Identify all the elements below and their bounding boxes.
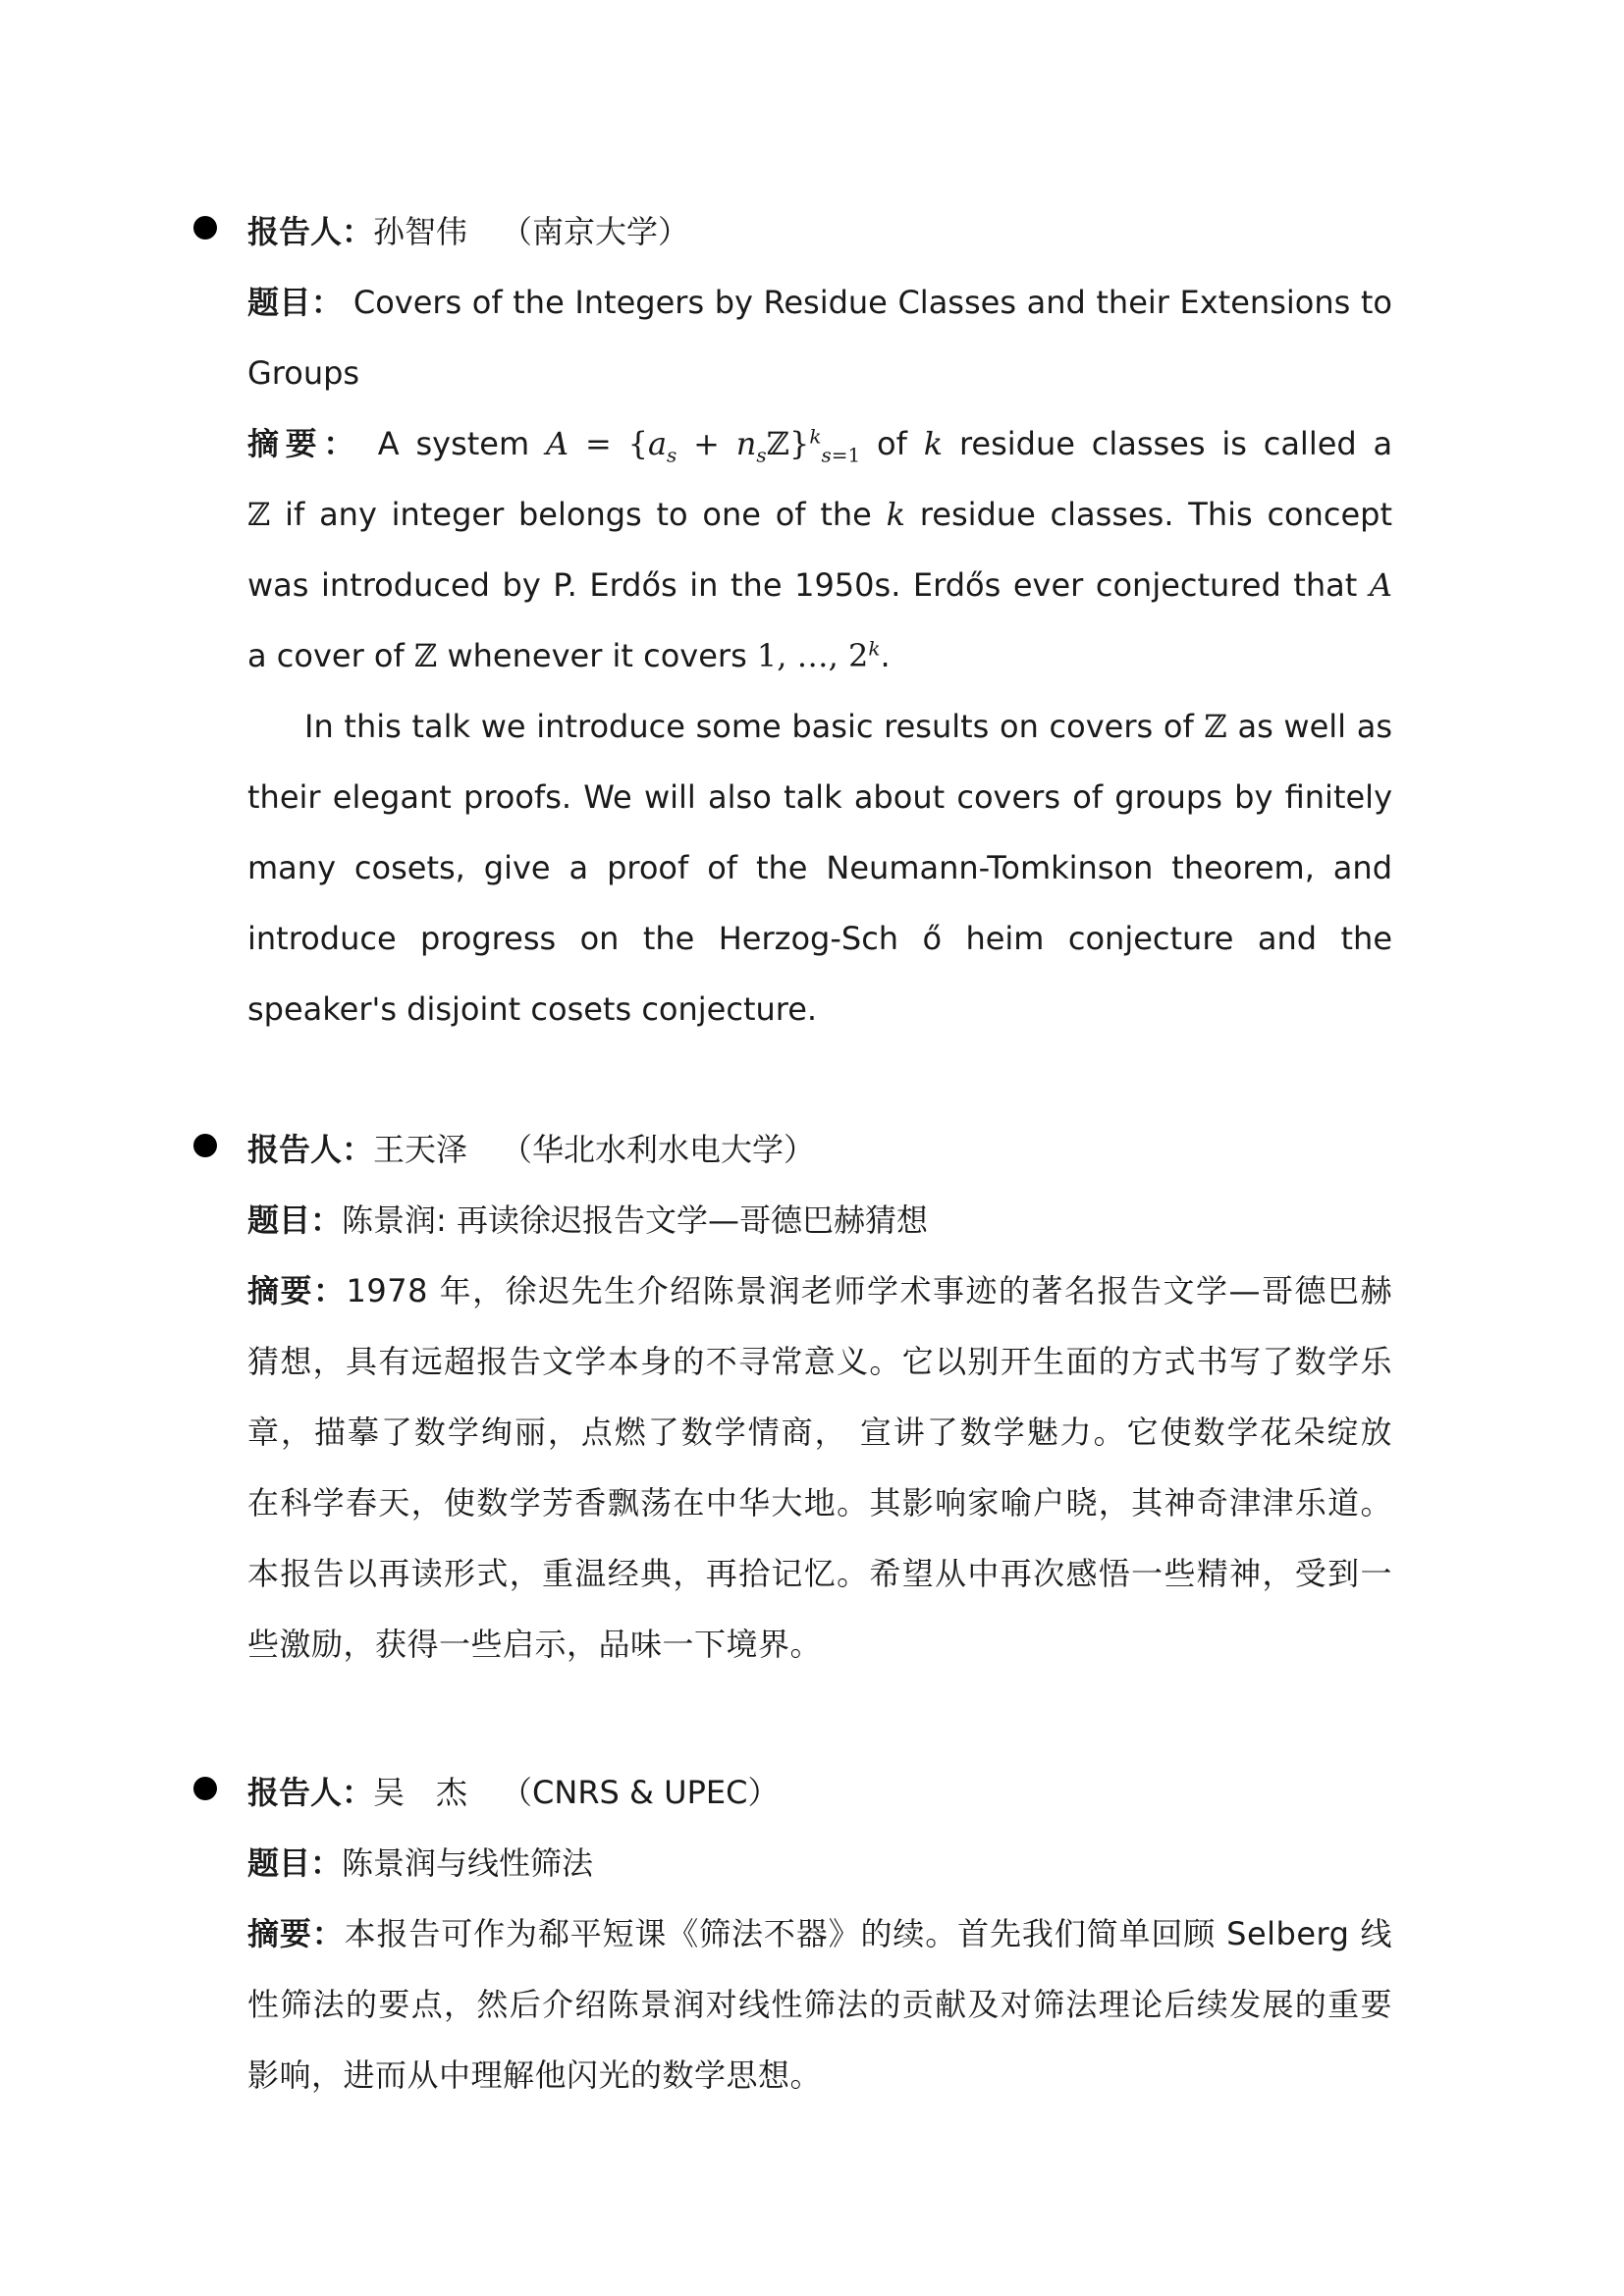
abstract-line: 章，描摹了数学绚丽，点燃了数学情商， 宣讲了数学魅力。它使数学花朵绽放 <box>247 1414 1392 1451</box>
speaker-affiliation: （南京大学） <box>501 213 690 250</box>
talk-3 <box>247 1757 1392 2110</box>
abstract-label: 摘要： <box>247 1272 347 1309</box>
title-text: Covers of the Integers by Residue Classes and their Extensions to <box>352 284 1392 321</box>
abstract-line: In this talk we introduce some basic results on covers of ℤ as well as <box>304 708 1392 745</box>
abstract-line: 影响，进而从中理解他闪光的数学思想。 <box>247 2056 823 2094</box>
abstract-line: many cosets, give a proof of the Neumann-Tomkinson theorem, and <box>247 849 1392 886</box>
abstract-line: 本报告以再读形式，重温经典，再拾记忆。希望从中再次感悟一些精神，受到一 <box>247 1555 1392 1592</box>
speaker-line <box>247 1757 1392 1828</box>
abstract-line: 摘要：本报告可作为郗平短课《筛法不器》的续。首先我们简单回顾 Selberg 线 <box>247 1915 1392 1952</box>
abstract-line: speaker's disjoint cosets conjecture. <box>247 990 818 1028</box>
abstract-line: ℤ if any integer belongs to one of the k residue classes. This concept <box>247 496 1392 533</box>
abstract-line: 猜想，具有远超报告文学本身的不寻常意义。它以别开生面的方式书写了数学乐 <box>247 1343 1392 1380</box>
bullet-icon <box>193 216 217 240</box>
bullet-icon <box>193 1777 217 1800</box>
speaker-name: 王天泽 <box>373 1131 468 1168</box>
speaker-affiliation: （华北水利水电大学） <box>501 1131 816 1168</box>
abstract-line: 摘要： A system $A = \{a_s$ + $n_sℤ\}^k_{s=1}$ of k residue classes is called a <box>247 424 1392 467</box>
abstract-line: 些激励，获得一些启示，品味一下境界。 <box>247 1626 823 1663</box>
bullet-icon <box>193 1134 217 1157</box>
abstract-line: 在科学春天，使数学芳香飘荡在中华大地。其影响家喻户晓，其神奇津津乐道。 <box>247 1484 1392 1522</box>
talk-1 <box>247 196 1392 1044</box>
talk-2 <box>247 1114 1392 1680</box>
speaker-label: 报告人： <box>247 213 374 250</box>
abstract-line: was introduced by P. Erdős in the 1950s. Erdős ever conjectured that A <box>247 566 1392 604</box>
title-text-cont: Groups <box>247 354 360 392</box>
title-line <box>247 267 1392 338</box>
speaker-line <box>247 196 1392 267</box>
abstract-line: their elegant proofs. We will also talk about covers of groups by finitely <box>247 778 1392 816</box>
abstract-line: 性筛法的要点，然后介绍陈景润对线性筛法的贡献及对筛法理论后续发展的重要 <box>247 1986 1392 2023</box>
speaker-label: 报告人： <box>247 1131 374 1168</box>
title-label: 题目： <box>247 284 344 321</box>
title-text: 陈景润: 再读徐迟报告文学—哥德巴赫猜想 <box>342 1201 928 1239</box>
abstract-label: 摘要： <box>247 425 361 462</box>
title-line-2 <box>247 338 1392 408</box>
abstract-line: 摘要：1978 年，徐迟先生介绍陈景润老师学术事迹的著名报告文学—哥德巴赫 <box>247 1272 1392 1309</box>
speaker-label: 报告人： <box>247 1774 374 1811</box>
title-line <box>247 1185 1392 1255</box>
speaker-name: 孙智伟 <box>373 213 468 250</box>
speaker-line <box>247 1114 1392 1185</box>
abstract-line: introduce progress on the Herzog-Sch ő heim conjecture and the <box>247 920 1392 957</box>
speaker-name: 吴 杰 <box>373 1774 468 1811</box>
abstract-line: a cover of ℤ whenever it covers 1, …, 2$^k$. <box>247 636 891 674</box>
speaker-affiliation: （CNRS & UPEC） <box>501 1774 780 1811</box>
abstract-label: 摘要： <box>247 1915 345 1952</box>
title-label: 题目： <box>247 1844 343 1882</box>
title-text: 陈景润与线性筛法 <box>342 1844 594 1882</box>
title-line <box>247 1828 1392 1898</box>
math-system: $A = \{a_s$ + $n_sℤ\}^k_{s=1}$ <box>546 424 861 467</box>
title-label: 题目： <box>247 1201 343 1239</box>
